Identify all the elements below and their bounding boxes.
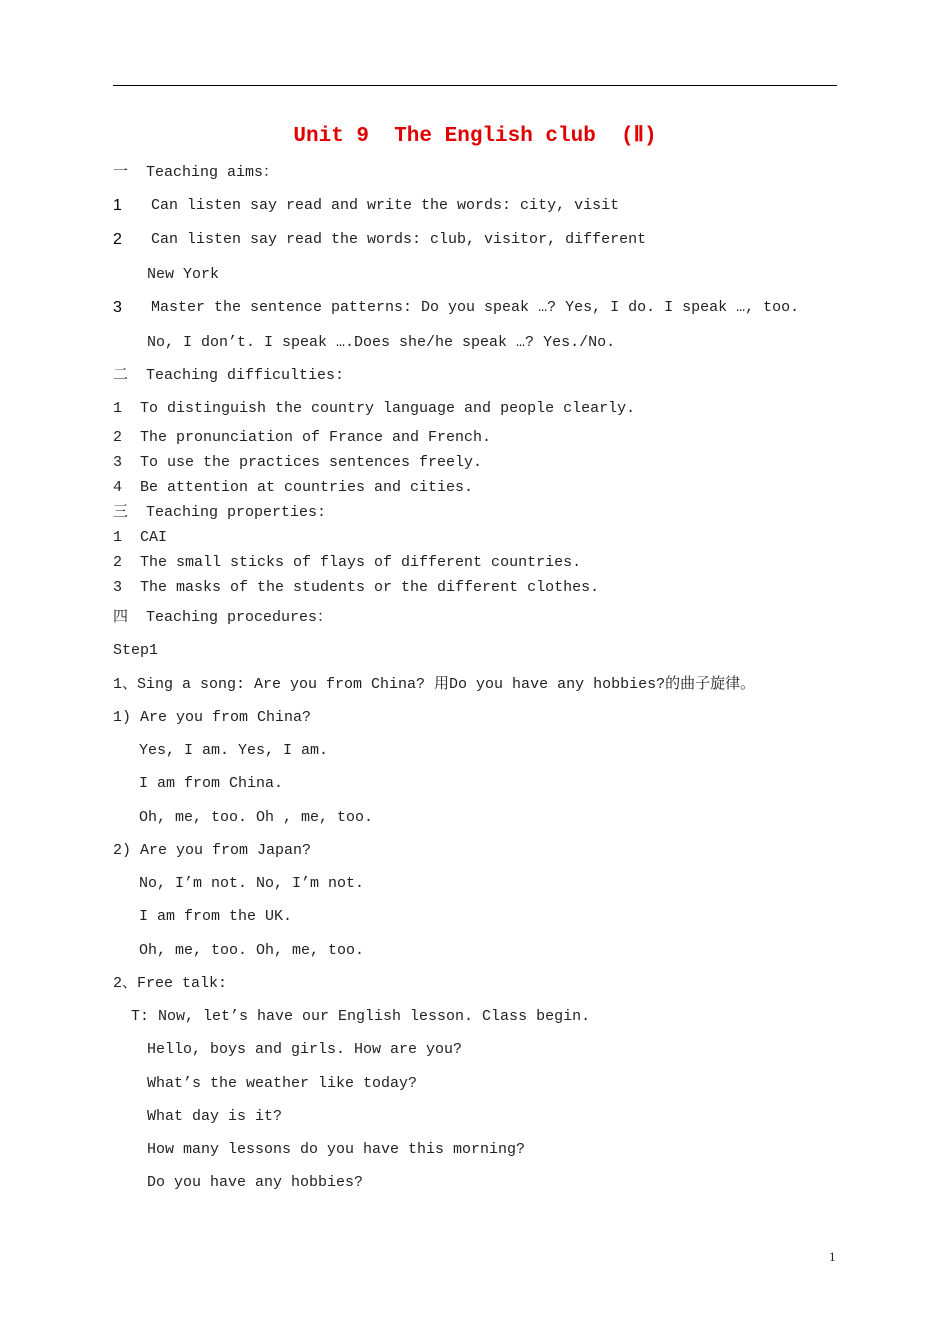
aim-text: Can listen say read and write the words: city, visit xyxy=(151,197,620,214)
free-talk-heading: 2、Free talk: xyxy=(113,975,228,992)
talk-line: T: Now, let’s have our English lesson. Class begin. xyxy=(131,1008,591,1025)
talk-line: Hello, boys and girls. How are you? xyxy=(147,1041,463,1058)
aim-number: 2 xyxy=(113,231,122,248)
song-line: I am from China. xyxy=(139,775,284,792)
song-line: No, I’m not. No, I’m not. xyxy=(139,875,365,892)
section-heading-procedures: 四 Teaching procedures： xyxy=(113,609,333,626)
page-number: 1 xyxy=(829,1249,836,1264)
difficulty-item: 1 To distinguish the country language and people clearly. xyxy=(113,400,636,417)
difficulty-item: 3 To use the practices sentences freely. xyxy=(113,454,483,471)
talk-line: How many lessons do you have this morning? xyxy=(147,1141,526,1158)
aim-number: 3 xyxy=(113,299,122,316)
aim-text: Can listen say read the words: club, visitor, different xyxy=(151,231,647,248)
header-rule xyxy=(113,85,837,86)
song-line: Oh, me, too. Oh , me, too. xyxy=(139,809,374,826)
section-heading-properties: 三 Teaching properties: xyxy=(113,504,327,521)
talk-line: Do you have any hobbies? xyxy=(147,1174,364,1191)
aim-text-continued: No, I don’t. I speak ….Does she/he speak …? Yes./No. xyxy=(147,334,616,351)
section-heading-aims: 一 Teaching aims： xyxy=(113,164,279,181)
aim-text: Master the sentence patterns: Do you speak …? Yes, I do. I speak …, too. xyxy=(151,299,800,316)
sing-instruction: 1、Sing a song: Are you from China? 用Do you have any hobbies?的曲子旋律。 xyxy=(113,676,756,693)
step-label: Step1 xyxy=(113,642,159,659)
property-item: 2 The small sticks of flays of different countries. xyxy=(113,554,582,571)
property-item: 3 The masks of the students or the different clothes. xyxy=(113,579,600,596)
property-item: 1 CAI xyxy=(113,529,168,546)
aim-number: 1 xyxy=(113,197,122,214)
song-line: Oh, me, too. Oh, me, too. xyxy=(139,942,365,959)
talk-line: What’s the weather like today? xyxy=(147,1075,418,1092)
difficulty-item: 2 The pronunciation of France and French. xyxy=(113,429,492,446)
section-heading-difficulties: 二 Teaching difficulties: xyxy=(113,367,345,384)
talk-line: What day is it? xyxy=(147,1108,283,1125)
song-line: Yes, I am. Yes, I am. xyxy=(139,742,329,759)
document-title: Unit 9 The English club (Ⅱ) xyxy=(293,125,657,148)
song-line: I am from the UK. xyxy=(139,908,293,925)
difficulty-item: 4 Be attention at countries and cities. xyxy=(113,479,474,496)
song-line: 2) Are you from Japan? xyxy=(113,842,312,859)
song-line: 1) Are you from China? xyxy=(113,709,312,726)
aim-text-continued: New York xyxy=(147,266,220,283)
